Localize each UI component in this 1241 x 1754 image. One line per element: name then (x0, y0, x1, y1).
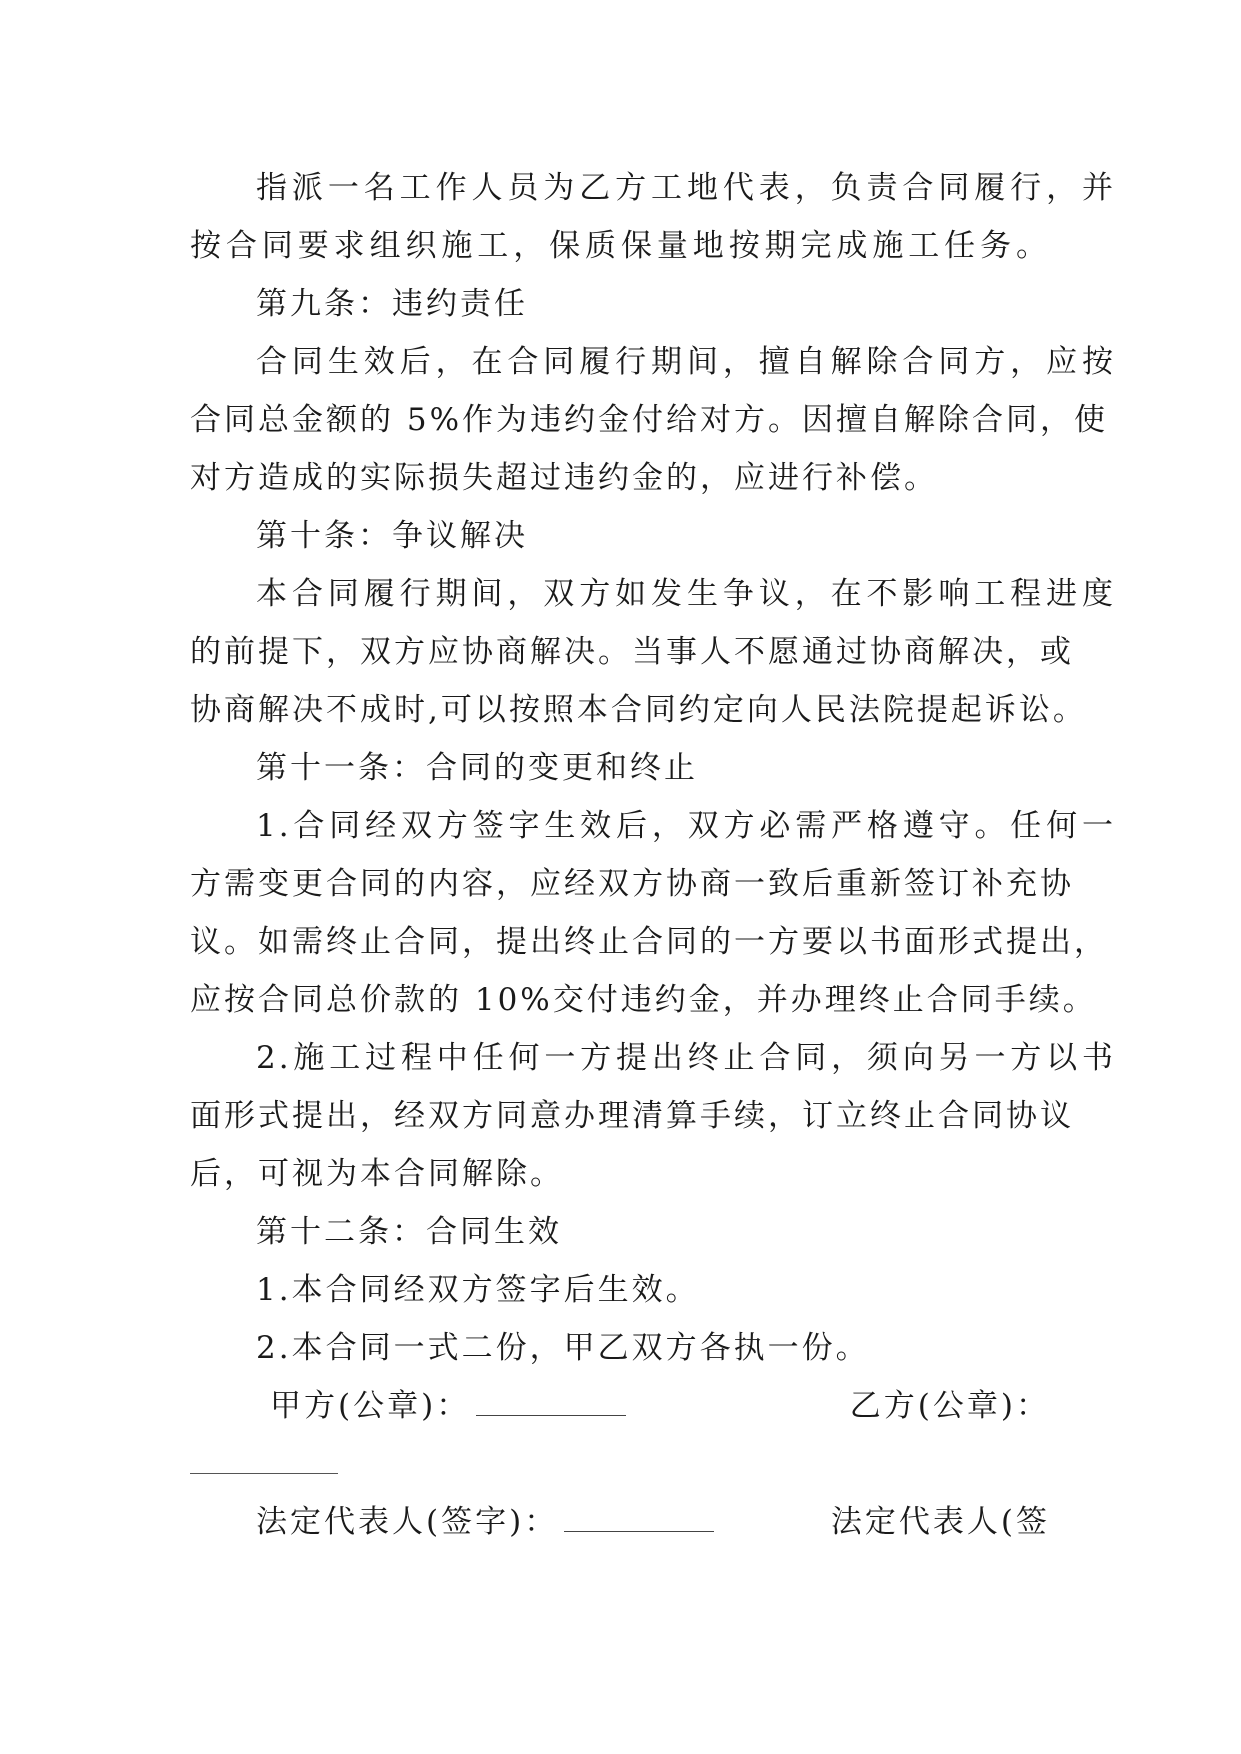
paragraph-line: 1.本合同经双方签字后生效。 (256, 1272, 700, 1308)
section-heading: 第十条：争议解决 (256, 518, 528, 554)
paragraph-line: 指派一名工作人员为乙方工地代表，负责合同履行，并 (256, 170, 1116, 206)
section-heading: 第十二条：合同生效 (256, 1214, 562, 1250)
party-b-seal-label: 乙方(公章)： (849, 1388, 1050, 1424)
section-heading: 第十一条：合同的变更和终止 (256, 750, 698, 786)
paragraph-line: 1.合同经双方签字生效后，双方必需严格遵守。任何一 (256, 808, 1116, 844)
paragraph-line: 方需变更合同的内容，应经双方协商一致后重新签订补充协 (190, 866, 1074, 902)
paragraph-line: 2.本合同一式二份，甲乙双方各执一份。 (256, 1330, 870, 1366)
party-a-rep-label: 法定代表人(签字)： (256, 1504, 559, 1540)
party-a-seal (270, 1386, 626, 1426)
party-b-rep-label: 法定代表人(签 (830, 1504, 1050, 1540)
seal-row (190, 1386, 1050, 1426)
party-a-seal-blank[interactable] (476, 1387, 626, 1416)
paragraph-line: 后，可视为本合同解除。 (190, 1156, 564, 1192)
section-heading: 第九条：违约责任 (256, 286, 528, 322)
paragraph-line: 面形式提出，经双方同意办理清算手续，订立终止合同协议 (190, 1098, 1074, 1134)
paragraph-line: 对方造成的实际损失超过违约金的，应进行补偿。 (190, 460, 938, 496)
paragraph-line: 协商解决不成时,可以按照本合同约定向人民法院提起诉讼。 (190, 692, 1087, 728)
paragraph-line: 2.施工过程中任何一方提出终止合同，须向另一方以书 (256, 1040, 1116, 1076)
paragraph-line: 按合同要求组织施工，保质保量地按期完成施工任务。 (190, 228, 1050, 264)
party-a-rep-blank[interactable] (564, 1503, 714, 1532)
party-a-seal-label: 甲方(公章)： (270, 1388, 471, 1424)
party-b-seal-blank[interactable] (190, 1473, 338, 1474)
paragraph-line: 本合同履行期间，双方如发生争议，在不影响工程进度 (256, 576, 1116, 612)
paragraph-line: 合同生效后，在合同履行期间，擅自解除合同方，应按 (256, 344, 1116, 380)
party-a-representative (256, 1502, 714, 1542)
paragraph-line: 应按合同总价款的 10%交付违约金，并办理终止合同手续。 (190, 982, 1097, 1018)
paragraph-line: 的前提下，双方应协商解决。当事人不愿通过协商解决，或 (190, 634, 1074, 670)
paragraph-line: 合同总金额的 5%作为违约金付给对方。因擅自解除合同，使 (190, 402, 1109, 438)
representative-row (190, 1502, 1050, 1542)
paragraph-line: 议。如需终止合同，提出终止合同的一方要以书面形式提出， (190, 924, 1108, 960)
